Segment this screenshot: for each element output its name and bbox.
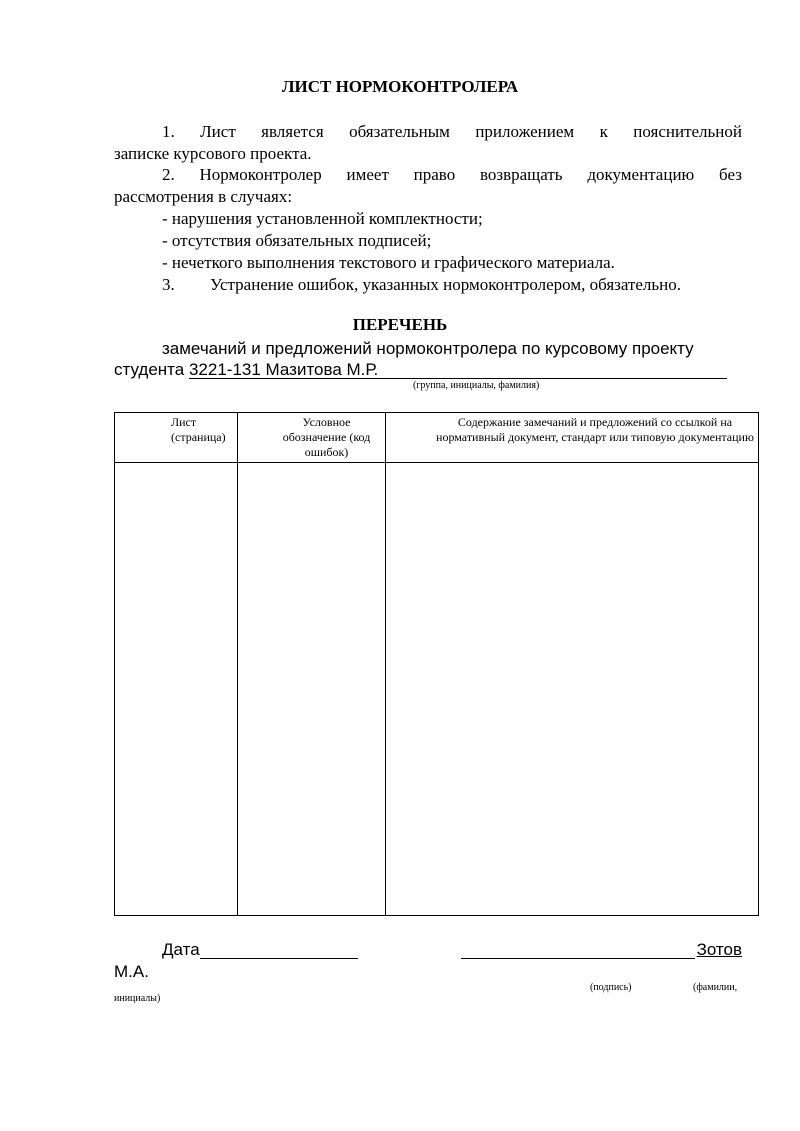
bullet-item: - нарушения установленной комплектности; [162,209,483,228]
item-1-line-2: записке курсового проекта. [114,144,312,163]
page-title: ЛИСТ НОРМОКОНТРОЛЕРА [281,77,519,96]
signature-field [461,939,695,959]
name-caption-continued: инициалы) [114,993,161,1004]
date-line [162,939,358,961]
item-2-line-2: рассмотрения в случаях: [114,187,293,206]
student-field [189,359,727,379]
table-cell[interactable] [238,463,386,916]
date-field [200,939,358,959]
name-caption: (фамилии, [693,982,738,993]
item-2-line-1: 2. Нормоконтролер имеет право возвращать документацию без [162,165,742,184]
header-code: Условное обозначение (код ошибок) [238,413,386,463]
date-label: Дата [162,940,200,959]
student-caption: (группа, инициалы, фамилия) [413,380,540,391]
item-2-number: 2. [162,165,175,184]
bullet-item: - нечеткого выполнения текстового и графического материала. [162,253,615,272]
student-line [114,359,727,381]
remarks-table [114,412,759,916]
header-content: Содержание замечаний и предложений со ссылкой на нормативный документ, стандарт или типовую документацию [386,413,759,463]
item-3-text: Устранение ошибок, указанных нормоконтролером, обязательно. [210,275,682,294]
table-row [115,463,759,916]
table-header-row [115,413,759,463]
signer-initials: М.А. [114,962,149,981]
signature-line [461,939,742,958]
table-cell[interactable] [115,463,238,916]
bullet-item: - отсутствия обязательных подписей; [162,231,432,250]
header-sheet: Лист (страница) [115,413,238,463]
item-1-number: 1. [162,122,175,141]
student-label: студента [114,360,185,379]
list-subtitle: замечаний и предложений нормоконтролера по курсовому проекту [162,339,694,358]
student-value: 3221-131 Мазитова М.Р. [188,360,379,379]
list-title: ПЕРЕЧЕНЬ [352,315,448,334]
item-3-number: 3. [162,275,175,294]
item-1-line-1: 1. Лист является обязательным приложением к пояснительной [162,122,742,141]
table-cell[interactable] [386,463,759,916]
signer-surname: Зотов [696,940,742,959]
signature-caption: (подпись) [590,982,632,993]
